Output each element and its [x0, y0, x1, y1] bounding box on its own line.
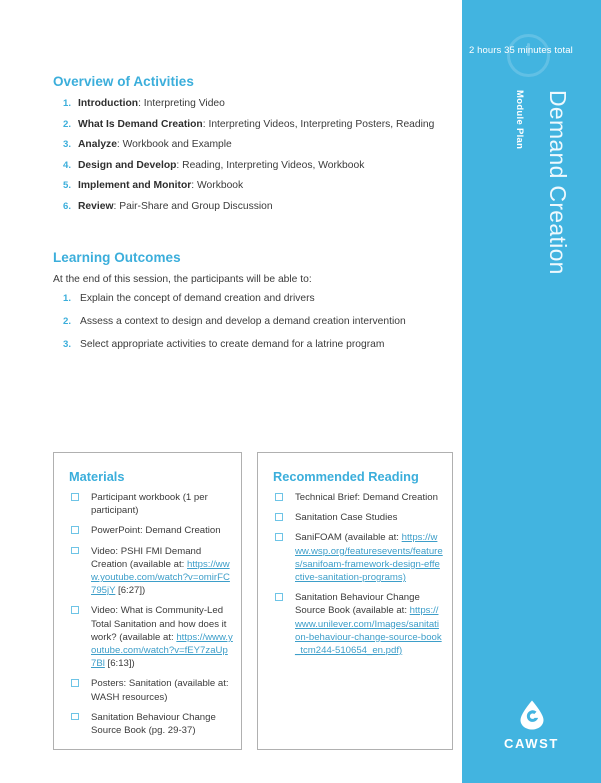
list-item-number: 4. — [62, 159, 71, 171]
list-item-text: : Reading, Interpreting Videos, Workbook — [176, 159, 365, 171]
list-item — [53, 338, 406, 351]
checklist-item-text: Technical Brief: Demand Creation — [295, 492, 438, 503]
list-item-lead: Review — [78, 200, 114, 212]
list-item-text: : Interpreting Videos, Interpreting Posters, Reading — [202, 118, 435, 130]
checklist-item-suffix: [6:27]) — [115, 585, 146, 597]
checklist-item — [69, 545, 233, 598]
checklist-item-text: Posters: Sanitation (available at: WASH resources) — [91, 678, 229, 703]
checkbox-icon[interactable] — [71, 526, 79, 534]
list-item-text: Assess a context to design and develop a demand creation intervention — [80, 316, 406, 327]
list-item-number: 2. — [62, 316, 71, 327]
checkbox-icon[interactable] — [71, 713, 79, 721]
learning-outcomes-heading: Learning Outcomes — [53, 250, 181, 265]
learning-outcomes-intro: At the end of this session, the participants will be able to: — [53, 274, 312, 285]
checkbox-icon[interactable] — [275, 493, 283, 501]
checklist-item — [69, 711, 233, 737]
checklist-item-text: Sanitation Case Studies — [295, 512, 398, 524]
list-item-number: 6. — [62, 200, 71, 212]
checklist-item — [273, 531, 444, 584]
list-item — [53, 200, 434, 213]
list-item-lead: Implement and Monitor — [78, 180, 192, 191]
list-item-lead: Introduction — [78, 98, 139, 109]
list-item-lead: Analyze — [78, 139, 117, 150]
module-plan-label: Module Plan — [514, 90, 525, 150]
list-item-text: : Workbook and Example — [116, 139, 232, 150]
checkbox-icon[interactable] — [275, 513, 283, 521]
checklist-item — [69, 491, 233, 517]
checklist-item — [273, 491, 444, 504]
list-item — [53, 315, 406, 328]
sidebar — [462, 0, 601, 783]
recommended-reading-box — [257, 452, 453, 750]
list-item-number: 2. — [62, 118, 71, 130]
duration-label: 2 hours 35 minutes total — [469, 45, 573, 56]
list-item-text: Explain the concept of demand creation and drivers — [80, 293, 315, 304]
checklist-item — [69, 524, 233, 537]
external-link[interactable]: https://www.unilever.com/Images/sanitation-behaviour-change-source-book_tcm244-510654_en.pdf) — [295, 605, 442, 657]
cawst-logo — [462, 700, 601, 751]
list-item — [53, 292, 406, 305]
list-item — [53, 118, 434, 131]
list-item-number: 5. — [62, 180, 71, 191]
overview-heading: Overview of Activities — [53, 74, 194, 89]
checkbox-icon[interactable] — [275, 533, 283, 541]
materials-heading: Materials — [69, 469, 125, 484]
checkbox-icon[interactable] — [275, 593, 283, 601]
checklist-item — [273, 511, 444, 524]
list-item-text: : Workbook — [191, 180, 244, 191]
list-item-text: : Interpreting Video — [138, 98, 225, 109]
checklist-item-text: Sanitation Behaviour Change Source Book (pg. 29-37) — [91, 711, 216, 737]
checklist-item-text: Video: What is Community-Led Total Sanitation and how does it work? (available at: — [91, 605, 227, 643]
list-item — [53, 179, 434, 192]
checklist-item-text: PowerPoint: Demand Creation — [91, 525, 221, 537]
list-item-number: 1. — [62, 98, 71, 109]
materials-box — [53, 452, 242, 750]
learning-outcomes-list — [53, 292, 406, 361]
checklist-item-text: SaniFOAM (available at: — [295, 532, 402, 544]
checkbox-icon[interactable] — [71, 493, 79, 501]
external-link[interactable]: https://www.youtube.com/watch?v=fEY7zaUp7Bl — [91, 631, 233, 670]
overview-activities-list — [53, 97, 434, 220]
module-title: Demand Creation — [545, 90, 571, 275]
list-item-lead: Design and Develop — [78, 159, 177, 171]
checklist-item — [273, 591, 444, 657]
checklist-item-text: Participant workbook (1 per participant) — [91, 492, 208, 517]
list-item-number: 1. — [62, 293, 71, 304]
external-link[interactable]: https://www.youtube.com/watch?v=omirFC795jY — [91, 558, 230, 597]
list-item-text: : Pair-Share and Group Discussion — [113, 200, 273, 212]
list-item-number: 3. — [62, 139, 71, 150]
external-link[interactable]: https://www.wsp.org/featuresevents/features/sanifoam-framework-design-effective-sanitation-programs) — [295, 532, 443, 584]
checkbox-icon[interactable] — [71, 606, 79, 614]
cawst-wordmark: CAWST — [504, 736, 559, 751]
water-drop-icon — [519, 700, 545, 730]
recommended-reading-checklist — [273, 491, 444, 664]
checkbox-icon[interactable] — [71, 547, 79, 555]
list-item — [53, 159, 434, 172]
vertical-title-group — [462, 90, 601, 310]
checklist-item — [69, 677, 233, 703]
list-item-lead: What Is Demand Creation — [78, 118, 203, 130]
checklist-item-suffix: [6:13]) — [104, 658, 135, 670]
list-item-number: 3. — [62, 339, 71, 350]
checkbox-icon[interactable] — [71, 679, 79, 687]
list-item — [53, 138, 434, 151]
checklist-item-text: Sanitation Behaviour Change Source Book (available at: — [295, 592, 420, 617]
list-item — [53, 97, 434, 110]
recommended-reading-heading: Recommended Reading — [273, 469, 419, 484]
materials-checklist — [69, 491, 233, 744]
list-item-text: Select appropriate activities to create demand for a latrine program — [80, 339, 385, 350]
checklist-item-text: Video: PSHI FMI Demand Creation (available at: — [91, 545, 202, 570]
checklist-item — [69, 604, 233, 670]
